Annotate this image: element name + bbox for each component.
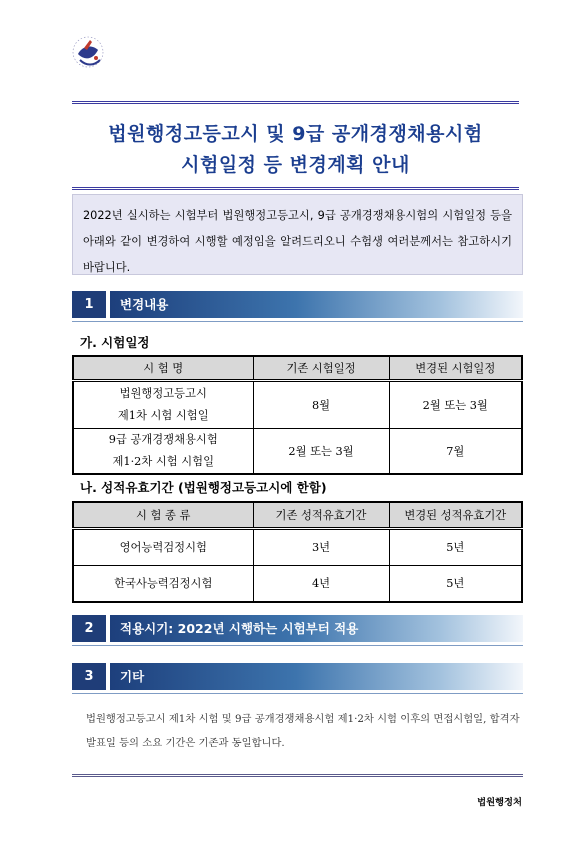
exam-name-cell <box>73 380 253 428</box>
exam-name-line: 법원행정고등고시 <box>119 386 207 400</box>
subheading-schedule: 가. 시험일정 <box>80 335 150 350</box>
after-cell: 5년 <box>389 565 522 602</box>
exam-name-line: 제1차 시험 시험일 <box>117 408 209 422</box>
before-cell: 3년 <box>253 528 389 565</box>
table-header-row <box>73 502 522 528</box>
table-header-cell: 기존 성적유효기간 <box>253 502 389 528</box>
exam-name-line: 제1·2차 시험 시험일 <box>112 454 215 468</box>
after-cell: 7월 <box>389 428 522 474</box>
section-title: 적용시기: 2022년 시행하는 시험부터 적용 <box>110 615 523 642</box>
after-cell: 2월 또는 3월 <box>389 380 522 428</box>
table-row <box>73 380 522 428</box>
table-header-cell: 시 험 종 류 <box>73 502 253 528</box>
section-number: 1 <box>72 291 106 318</box>
table-row <box>73 428 522 474</box>
etc-body-text: 법원행정고등고시 제1차 시험 및 9급 공개경쟁채용시험 제1·2차 시험 이후의 면접시험일, 합격자 발표일 등의 소요 기간은 기존과 동일합니다. <box>86 713 520 749</box>
table-header-cell: 시 험 명 <box>73 356 253 380</box>
court-seal-logo-icon <box>62 28 114 82</box>
validity-table <box>72 501 523 603</box>
section-title: 기타 <box>110 663 523 690</box>
section-number: 2 <box>72 615 106 642</box>
page-title-line1: 법원행정고등고시 및 9급 공개경쟁채용시험 <box>108 123 483 145</box>
table-row <box>73 528 522 565</box>
section-header-3 <box>72 663 523 690</box>
before-cell: 8월 <box>253 380 389 428</box>
exam-name-line: 9급 공개경쟁채용시험 <box>108 432 218 446</box>
exam-name-cell <box>73 428 253 474</box>
title-bottom-rule <box>72 187 519 190</box>
section-underline <box>72 693 523 694</box>
before-cell: 4년 <box>253 565 389 602</box>
table-header-cell: 변경된 시험일정 <box>389 356 522 380</box>
table-row <box>73 565 522 602</box>
section-title: 변경내용 <box>110 291 523 318</box>
table-header-row <box>73 356 522 380</box>
before-cell: 2월 또는 3월 <box>253 428 389 474</box>
table-header-cell: 변경된 성적유효기간 <box>389 502 522 528</box>
page-title-line2: 시험일정 등 변경계획 안내 <box>181 154 410 176</box>
table-header-cell: 기존 시험일정 <box>253 356 389 380</box>
title-top-rule <box>72 101 519 104</box>
section-header-1 <box>72 291 523 318</box>
issuing-organization: 법원행정처 <box>477 797 522 808</box>
exam-type-cell: 한국사능력검정시험 <box>73 565 253 602</box>
schedule-table <box>72 355 523 475</box>
subheading-validity: 나. 성적유효기간 (법원행정고등고시에 한함) <box>80 480 327 495</box>
section-header-2 <box>72 615 523 642</box>
exam-type-cell: 영어능력검정시험 <box>73 528 253 565</box>
section-underline <box>72 321 523 322</box>
footer-rule <box>72 774 523 777</box>
section-number: 3 <box>72 663 106 690</box>
intro-notice: 2022년 실시하는 시험부터 법원행정고등고시, 9급 공개경쟁채용시험의 시험일정 등을 아래와 같이 변경하여 시행할 예정임을 알려드리오니 수험생 여러분께서는 참고하시기 바랍니다. <box>72 194 523 275</box>
section-underline <box>72 645 523 646</box>
after-cell: 5년 <box>389 528 522 565</box>
